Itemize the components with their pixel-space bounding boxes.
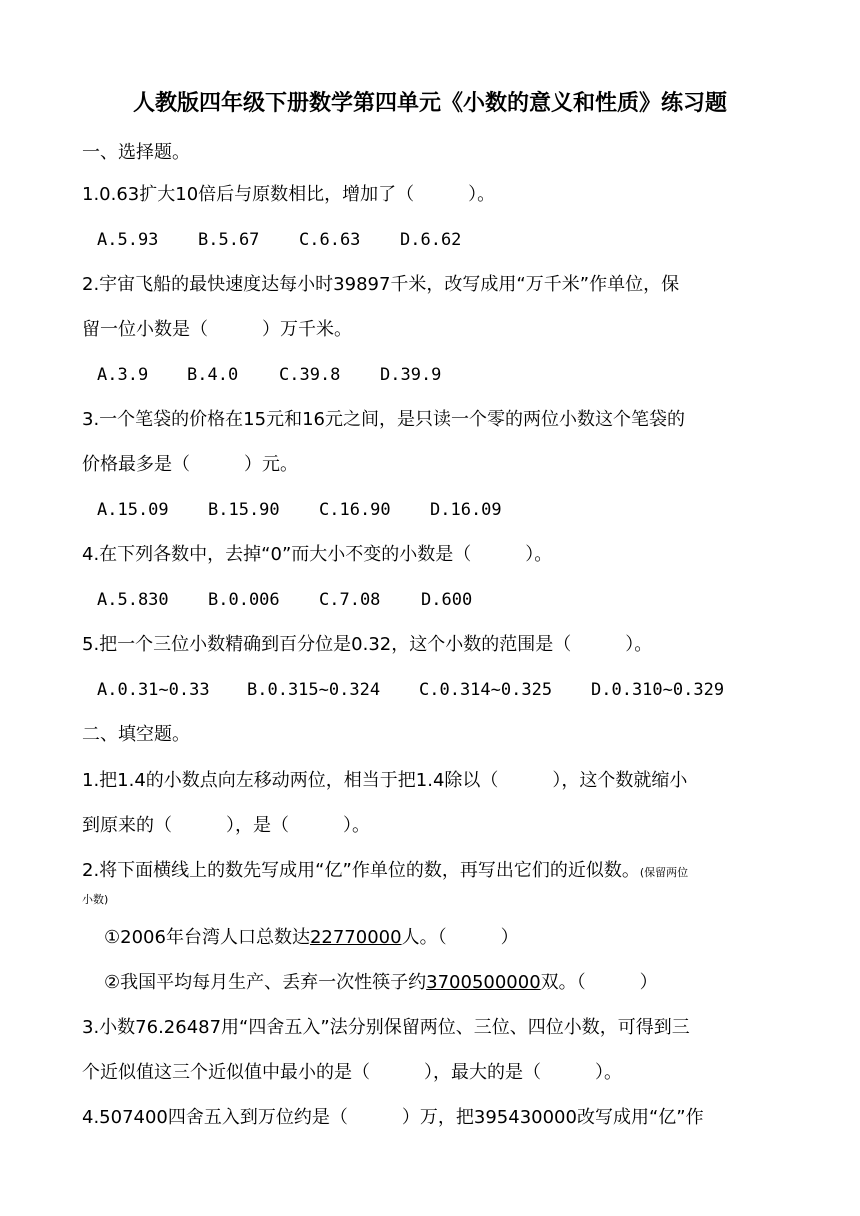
question-1-options [97, 225, 461, 255]
sub-2-number: 3700500000 [426, 972, 541, 993]
option-c: C.7.08 [319, 590, 381, 610]
option-a: A.3.9 [97, 365, 149, 385]
option-c: C.16.90 [319, 500, 391, 520]
option-a: A.15.09 [97, 500, 169, 520]
option-d: D.6.62 [400, 230, 462, 250]
question-5-stem: 5.把一个三位小数精确到百分位是0.32，这个小数的范围是（ ）。 [82, 634, 653, 655]
option-a: A.5.93 [97, 230, 159, 250]
section-heading-fill: 二、填空题。 [82, 724, 190, 745]
option-b: B.5.67 [198, 230, 260, 250]
option-c: C.0.314~0.325 [419, 680, 553, 700]
option-b: B.15.90 [208, 500, 280, 520]
sub-2-blank: 双。（ ） [540, 972, 658, 993]
option-b: B.4.0 [187, 365, 239, 385]
question-3-line-1: 3.一个笔袋的价格在15元和16元之间，是只读一个零的两位小数这个笔袋的 [82, 409, 685, 430]
question-3-options [97, 495, 502, 525]
fill-1-line-1: 1.把1.4的小数点向左移动两位，相当于把1.4除以（ ），这个数就缩小 [82, 770, 688, 791]
question-2-line-1: 2.宇宙飞船的最快速度达每小时39897千米，改写成用“万千米”作单位，保 [82, 274, 680, 295]
fill-2-note: (保留两位 [639, 866, 689, 879]
option-d: D.39.9 [380, 365, 442, 385]
sub-2-text: ②我国平均每月生产、丢弃一次性筷子约 [104, 972, 427, 993]
question-3-line-2: 价格最多是（ ）元。 [82, 454, 298, 475]
sub-1-text: ①2006年台湾人口总数达 [104, 927, 310, 948]
option-b: B.0.315~0.324 [247, 680, 381, 700]
fill-2-text: 2.将下面横线上的数先写成用“亿”作单位的数，再写出它们的近似数。 [82, 860, 640, 881]
fill-3-line-1: 3.小数76.26487用“四舍五入”法分别保留两位、三位、四位小数，可得到三 [82, 1017, 690, 1038]
question-1-stem: 1.0.63扩大10倍后与原数相比，增加了（ ）。 [82, 184, 496, 205]
fill-2-line-1 [82, 856, 782, 888]
option-d: D.0.310~0.329 [591, 680, 725, 700]
question-2-options [97, 360, 441, 390]
fill-4-line-1: 4.507400四舍五入到万位约是（ ）万，把395430000改写成用“亿”作 [82, 1107, 704, 1128]
question-4-stem: 4.在下列各数中，去掉“0”而大小不变的小数是（ ）。 [82, 544, 553, 565]
option-b: B.0.006 [208, 590, 280, 610]
sub-1-number: 22770000 [309, 927, 402, 948]
fill-1-line-2: 到原来的（ ），是（ ）。 [82, 815, 370, 836]
section-heading-choice: 一、选择题。 [82, 142, 190, 163]
option-d: D.16.09 [430, 500, 502, 520]
fill-2-sub-2 [104, 968, 804, 998]
fill-3-line-2: 个近似值这三个近似值中最小的是（ ），最大的是（ ）。 [82, 1062, 622, 1083]
option-a: A.0.31~0.33 [97, 680, 210, 700]
option-c: C.39.8 [279, 365, 341, 385]
option-a: A.5.830 [97, 590, 169, 610]
question-2-line-2: 留一位小数是（ ）万千米。 [82, 319, 352, 340]
question-5-options [97, 675, 724, 705]
page-title: 人教版四年级下册数学第四单元《小数的意义和性质》练习题 [132, 91, 727, 116]
fill-2-sub-1 [104, 923, 804, 953]
sub-1-blank: 人。（ ） [401, 927, 519, 948]
option-c: C.6.63 [299, 230, 361, 250]
fill-2-note-cont: 小数) [82, 893, 109, 906]
question-4-options [97, 585, 472, 615]
option-d: D.600 [421, 590, 473, 610]
